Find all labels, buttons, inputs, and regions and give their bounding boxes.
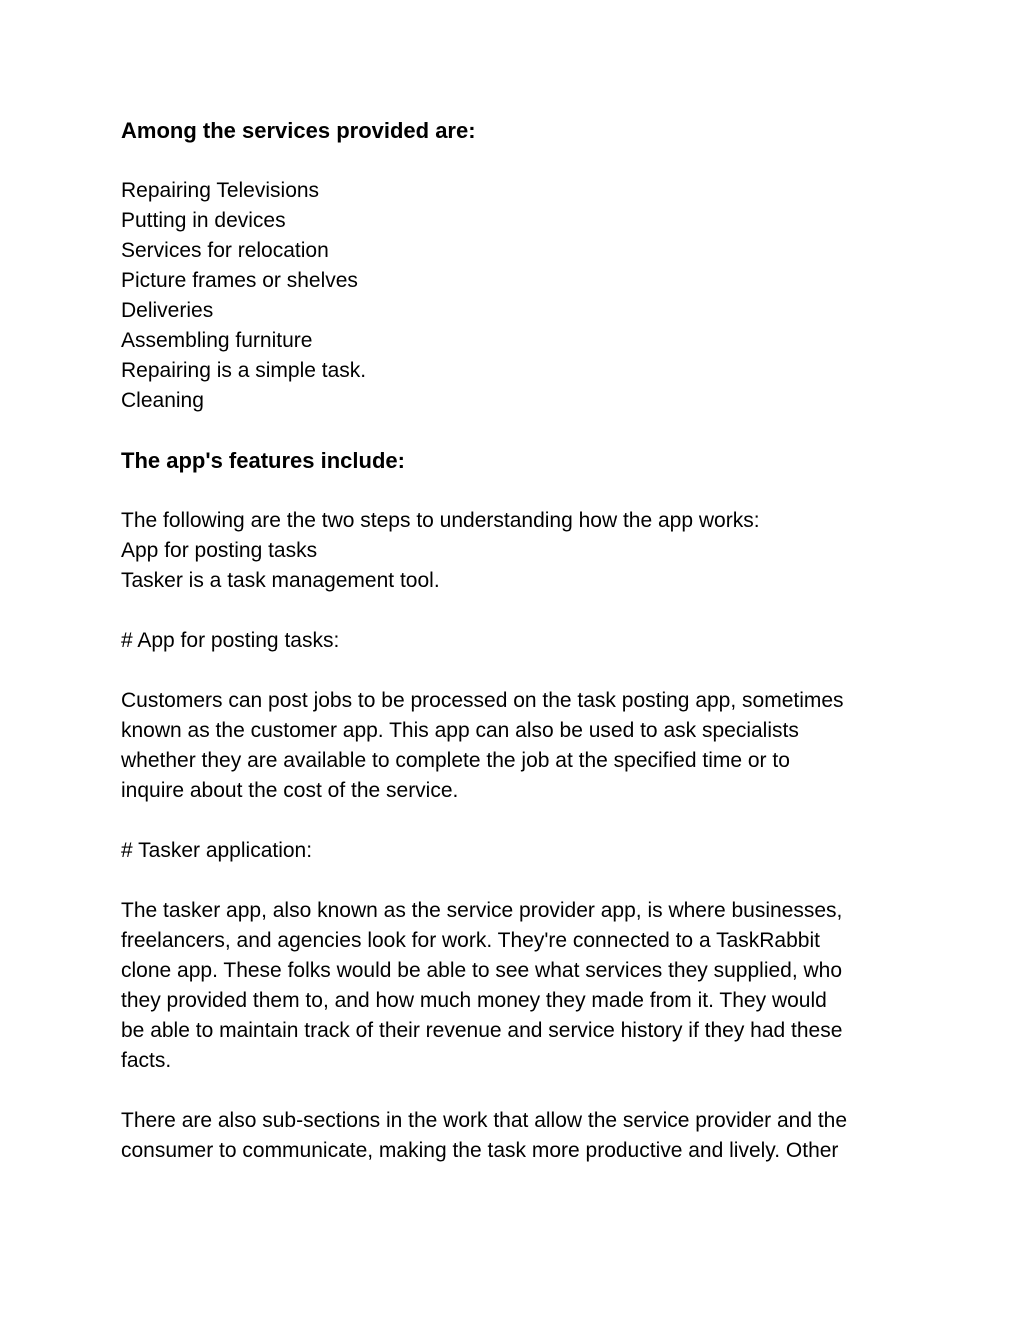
services-list	[121, 176, 921, 416]
tasker-app-paragraph	[121, 896, 921, 1076]
closing-paragraph	[121, 1106, 921, 1166]
paragraph-line: known as the customer app. This app can also be used to ask specialists	[121, 719, 799, 742]
posting-app-paragraph	[121, 686, 921, 806]
list-item: Services for relocation	[121, 239, 329, 262]
list-item: Assembling furniture	[121, 329, 313, 352]
list-item: Putting in devices	[121, 209, 286, 232]
paragraph-line: There are also sub-sections in the work that allow the service provider and the	[121, 1109, 848, 1132]
step-item: App for posting tasks	[121, 539, 318, 562]
paragraph-line: Customers can post jobs to be processed on the task posting app, sometimes	[121, 689, 844, 712]
paragraph-line: be able to maintain track of their revenue and service history if they had these	[121, 1019, 843, 1042]
tasker-app-subheading: # Tasker application:	[121, 839, 313, 862]
paragraph-line: facts.	[121, 1049, 172, 1072]
paragraph-line: whether they are available to complete the job at the specified time or to	[121, 749, 790, 772]
features-intro: The following are the two steps to understanding how the app works:	[121, 509, 760, 532]
paragraph-line: they provided them to, and how much money they made from it. They would	[121, 989, 827, 1012]
spacer	[121, 476, 921, 506]
list-item: Deliveries	[121, 299, 214, 322]
list-item: Repairing is a simple task.	[121, 359, 367, 382]
list-item: Cleaning	[121, 389, 204, 412]
document-page	[121, 116, 921, 1166]
services-heading: Among the services provided are:	[121, 118, 476, 143]
spacer	[121, 806, 921, 836]
paragraph-line: clone app. These folks would be able to see what services they supplied, who	[121, 959, 843, 982]
spacer	[121, 866, 921, 896]
spacer	[121, 416, 921, 446]
paragraph-line: freelancers, and agencies look for work. They're connected to a TaskRabbit	[121, 929, 820, 952]
spacer	[121, 1076, 921, 1106]
spacer	[121, 596, 921, 626]
paragraph-line: consumer to communicate, making the task more productive and lively. Other	[121, 1139, 839, 1162]
spacer	[121, 146, 921, 176]
spacer	[121, 656, 921, 686]
list-item: Picture frames or shelves	[121, 269, 358, 292]
posting-app-subheading: # App for posting tasks:	[121, 629, 340, 652]
list-item: Repairing Televisions	[121, 179, 320, 202]
paragraph-line: The tasker app, also known as the service provider app, is where businesses,	[121, 899, 843, 922]
paragraph-line: inquire about the cost of the service.	[121, 779, 459, 802]
features-heading: The app's features include:	[121, 448, 405, 473]
step-item: Tasker is a task management tool.	[121, 569, 440, 592]
